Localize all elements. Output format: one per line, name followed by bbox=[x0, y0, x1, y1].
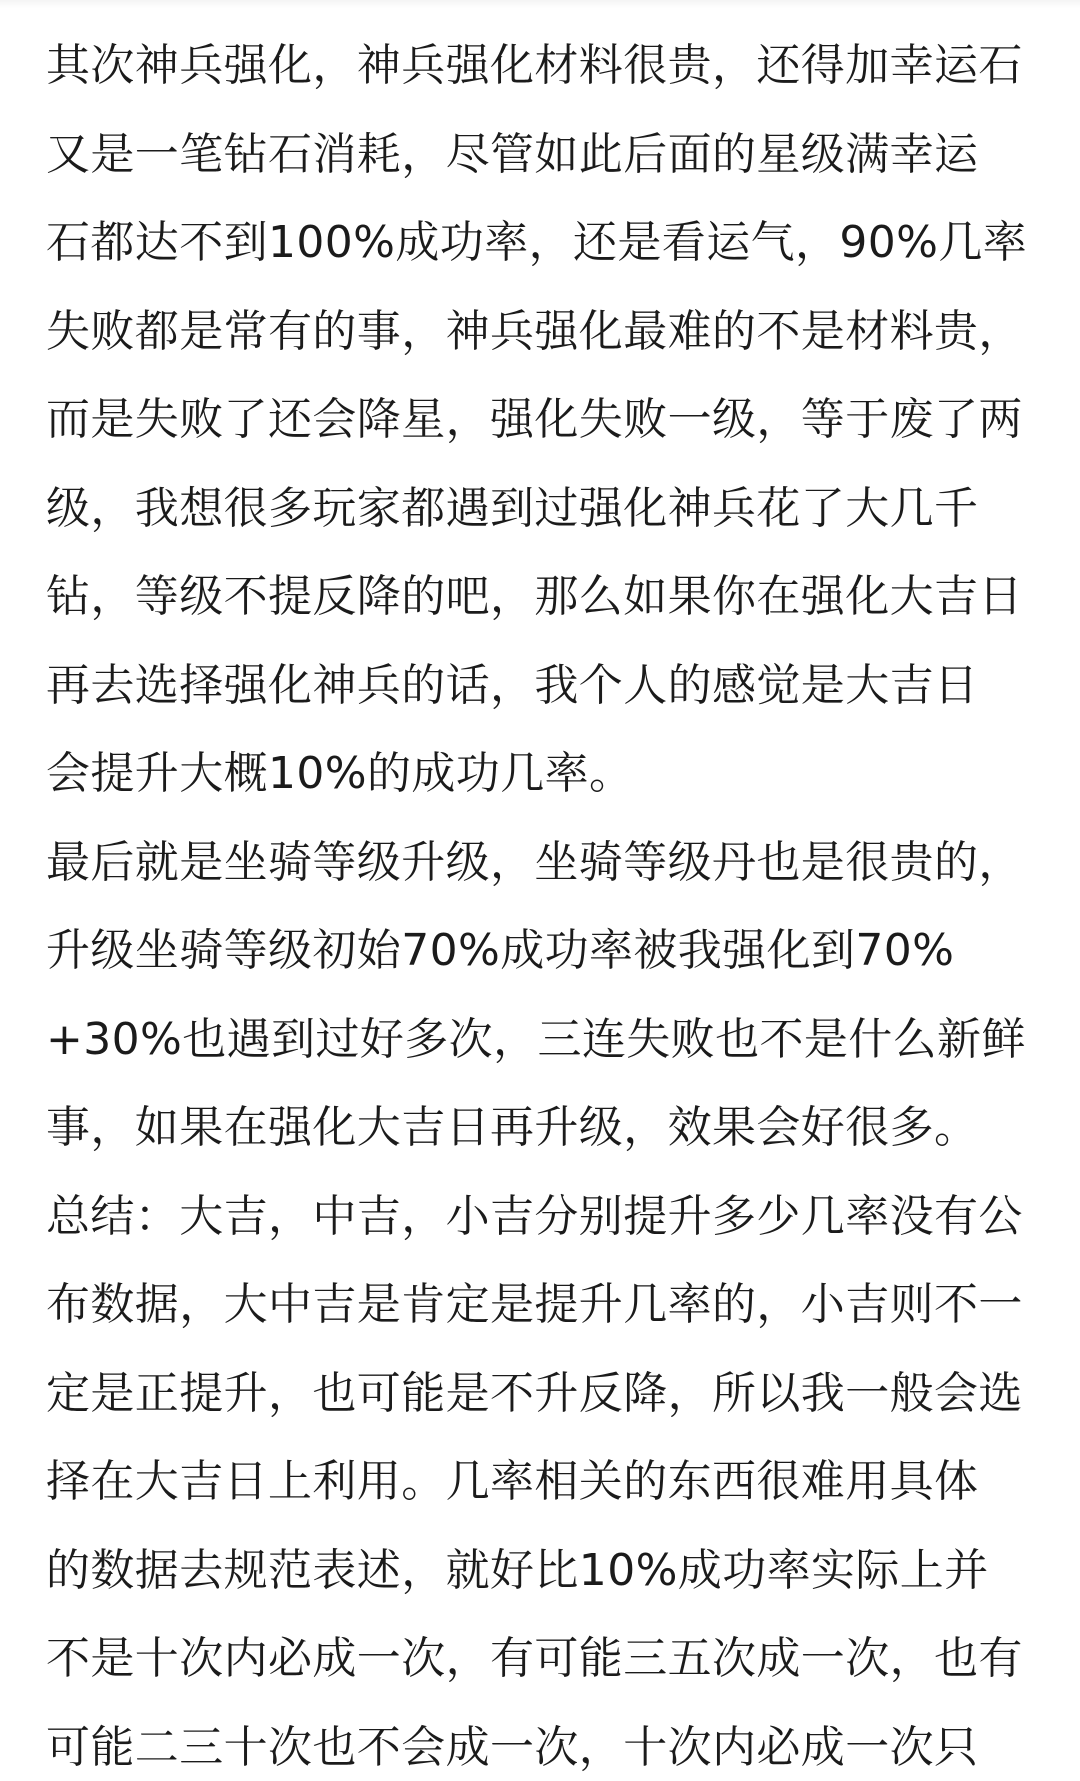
text-line: 总结：大吉，中吉，小吉分别提升多少几率没有公 bbox=[46, 1190, 1023, 1242]
text-line: 石都达不到100%成功率，还是看运气，90%几率 bbox=[46, 217, 1028, 268]
text-line: 定是正提升，也可能是不升反降，所以我一般会选 bbox=[46, 1367, 1023, 1419]
text-line: +30%也遇到过好多次，三连失败也不是什么新鲜 bbox=[46, 1013, 1026, 1065]
paragraph-mount-upgrade bbox=[46, 819, 1046, 1173]
text-line: 钻，等级不提反降的吧，那么如果你在强化大吉日 bbox=[46, 571, 1023, 622]
text-line: 而是失败了还会降星，强化失败一级，等于废了两 bbox=[46, 394, 1023, 445]
text-line: 事，如果在强化大吉日再升级，效果会好很多。 bbox=[46, 1102, 979, 1153]
top-divider bbox=[0, 0, 1080, 8]
text-line: 又是一笔钻石消耗，尽管如此后面的星级满幸运 bbox=[46, 128, 979, 180]
text-line: 失败都是常有的事，神兵强化最难的不是材料贵， bbox=[46, 305, 1023, 357]
paragraph-summary bbox=[46, 1173, 1046, 1781]
text-line: 级，我想很多玩家都遇到过强化神兵花了大几千 bbox=[46, 482, 979, 534]
text-line: 不是十次内必成一次，有可能三五次成一次，也有 bbox=[46, 1633, 1023, 1684]
text-line: 最后就是坐骑等级升级，坐骑等级丹也是很贵的， bbox=[46, 836, 1023, 888]
text-line: 的数据去规范表述，就好比10%成功率实际上并 bbox=[46, 1544, 989, 1596]
text-line: 择在大吉日上利用。几率相关的东西很难用具体 bbox=[46, 1456, 979, 1507]
text-line: 布数据，大中吉是肯定是提升几率的，小吉则不一 bbox=[46, 1279, 1023, 1330]
text-line: 其次神兵强化，神兵强化材料很贵，还得加幸运石 bbox=[46, 40, 1023, 91]
text-line: 再去选择强化神兵的话，我个人的感觉是大吉日 bbox=[46, 659, 979, 711]
paragraph-weapon-enhancement bbox=[46, 22, 1046, 819]
text-line: 可能二三十次也不会成一次，十次内必成一次只 bbox=[46, 1721, 979, 1773]
text-line: 会提升大概10%的成功几率。 bbox=[46, 748, 634, 799]
text-line: 升级坐骑等级初始70%成功率被我强化到70% bbox=[46, 925, 955, 976]
article-body bbox=[46, 22, 1046, 1781]
